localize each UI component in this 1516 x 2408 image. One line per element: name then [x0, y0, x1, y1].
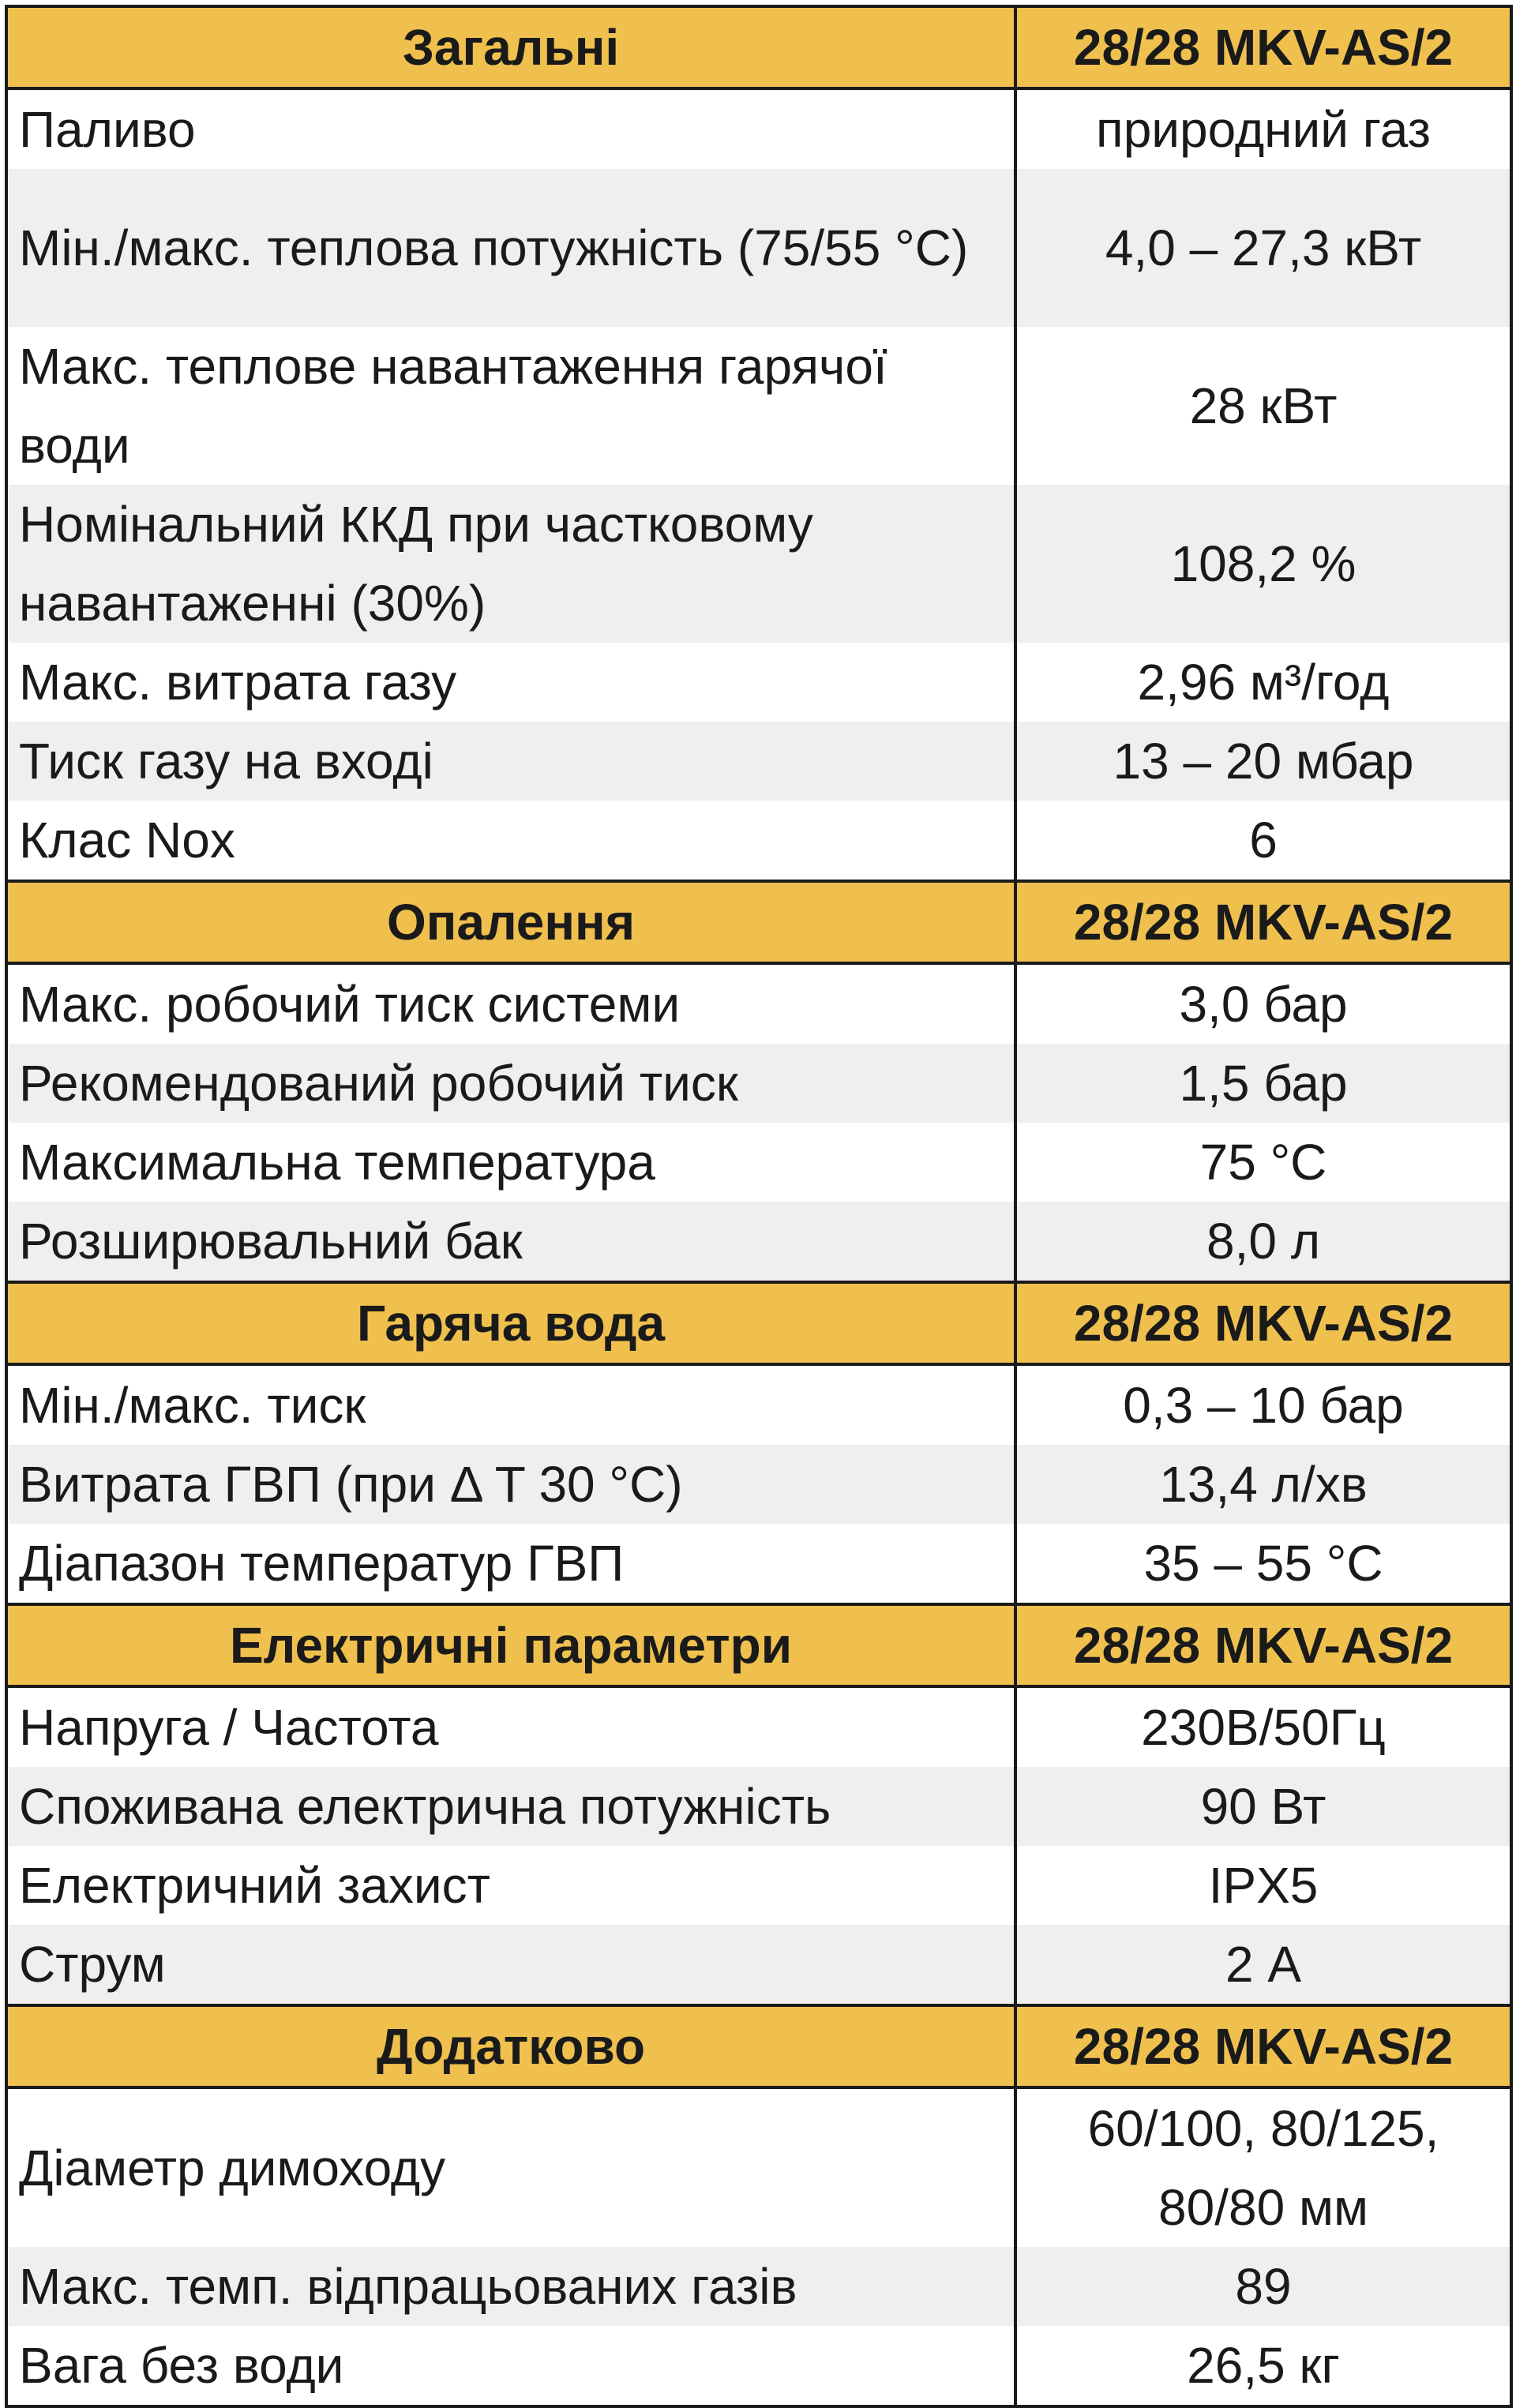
table-row — [6, 801, 1511, 881]
row-value: 13,4 л/хв — [1015, 1445, 1511, 1524]
spec-table — [5, 5, 1513, 2408]
row-value: 1,5 бар — [1015, 1044, 1511, 1123]
table-row — [6, 1846, 1511, 1925]
model-header: 28/28 MKV-AS/2 — [1015, 2005, 1511, 2087]
row-value: 3,0 бар — [1015, 963, 1511, 1044]
row-value: 108,2 % — [1015, 485, 1511, 643]
section-title: Опалення — [6, 881, 1015, 963]
section-header — [6, 6, 1511, 88]
section-electrical — [6, 1604, 1511, 2005]
row-value: 90 Вт — [1015, 1767, 1511, 1846]
row-label: Макс. робочий тиск системи — [6, 963, 1015, 1044]
table-row — [6, 643, 1511, 722]
table-row — [6, 1123, 1511, 1202]
section-general — [6, 6, 1511, 881]
table-row — [6, 2087, 1511, 2247]
table-row — [6, 1686, 1511, 1767]
row-value: 75 °C — [1015, 1123, 1511, 1202]
row-label: Тиск газу на вході — [6, 722, 1015, 801]
section-title: Гаряча вода — [6, 1282, 1015, 1364]
section-header — [6, 881, 1511, 963]
section-hot-water — [6, 1282, 1511, 1604]
model-header: 28/28 MKV-AS/2 — [1015, 6, 1511, 88]
section-header — [6, 1282, 1511, 1364]
table-row — [6, 485, 1511, 643]
row-label: Рекомендований робочий тиск — [6, 1044, 1015, 1123]
row-value: 230В/50Гц — [1015, 1686, 1511, 1767]
table-row — [6, 88, 1511, 169]
row-value: 8,0 л — [1015, 1202, 1511, 1282]
row-value: 0,3 – 10 бар — [1015, 1364, 1511, 1445]
model-header: 28/28 MKV-AS/2 — [1015, 1604, 1511, 1686]
row-value: 4,0 – 27,3 кВт — [1015, 169, 1511, 327]
row-value: 35 – 55 °C — [1015, 1524, 1511, 1604]
table-row — [6, 1925, 1511, 2005]
table-row — [6, 1202, 1511, 1282]
table-row — [6, 1767, 1511, 1846]
table-row — [6, 2247, 1511, 2326]
table-row — [6, 2326, 1511, 2406]
row-value: 2,96 м³/год — [1015, 643, 1511, 722]
row-label: Макс. темп. відпрацьованих газів — [6, 2247, 1015, 2326]
row-label: Мін./макс. теплова потужність (75/55 °C) — [6, 169, 1015, 327]
section-header — [6, 2005, 1511, 2087]
table-row — [6, 169, 1511, 327]
table-row — [6, 327, 1511, 485]
row-value: 28 кВт — [1015, 327, 1511, 485]
row-value: 2 А — [1015, 1925, 1511, 2005]
table-row — [6, 722, 1511, 801]
row-label: Напруга / Частота — [6, 1686, 1015, 1767]
row-value: 13 – 20 мбар — [1015, 722, 1511, 801]
model-header: 28/28 MKV-AS/2 — [1015, 881, 1511, 963]
row-value: 89 — [1015, 2247, 1511, 2326]
table-row — [6, 1524, 1511, 1604]
model-header: 28/28 MKV-AS/2 — [1015, 1282, 1511, 1364]
row-label: Діапазон температур ГВП — [6, 1524, 1015, 1604]
row-label: Максимальна температура — [6, 1123, 1015, 1202]
section-additional — [6, 2005, 1511, 2406]
row-value: 26,5 кг — [1015, 2326, 1511, 2406]
row-label: Паливо — [6, 88, 1015, 169]
section-title: Електричні параметри — [6, 1604, 1015, 1686]
row-label: Вага без води — [6, 2326, 1015, 2406]
section-title: Додатково — [6, 2005, 1015, 2087]
table-row — [6, 1044, 1511, 1123]
row-value: 6 — [1015, 801, 1511, 881]
row-label: Струм — [6, 1925, 1015, 2005]
row-value: IPX5 — [1015, 1846, 1511, 1925]
section-heating — [6, 881, 1511, 1282]
row-label: Макс. витрата газу — [6, 643, 1015, 722]
row-label: Діаметр димоходу — [6, 2087, 1015, 2247]
row-label: Розширювальний бак — [6, 1202, 1015, 1282]
row-label: Електричний захист — [6, 1846, 1015, 1925]
table-row — [6, 1364, 1511, 1445]
table-row — [6, 963, 1511, 1044]
table-row — [6, 1445, 1511, 1524]
row-value: 60/100, 80/125, 80/80 мм — [1015, 2087, 1511, 2247]
section-header — [6, 1604, 1511, 1686]
row-label: Споживана електрична потужність — [6, 1767, 1015, 1846]
row-label: Номінальний ККД при частковому навантаженні (30%) — [6, 485, 1015, 643]
row-value: природний газ — [1015, 88, 1511, 169]
row-label: Мін./макс. тиск — [6, 1364, 1015, 1445]
section-title: Загальні — [6, 6, 1015, 88]
row-label: Витрата ГВП (при Δ T 30 °C) — [6, 1445, 1015, 1524]
row-label: Макс. теплове навантаження гарячої води — [6, 327, 1015, 485]
row-label: Клас Nox — [6, 801, 1015, 881]
